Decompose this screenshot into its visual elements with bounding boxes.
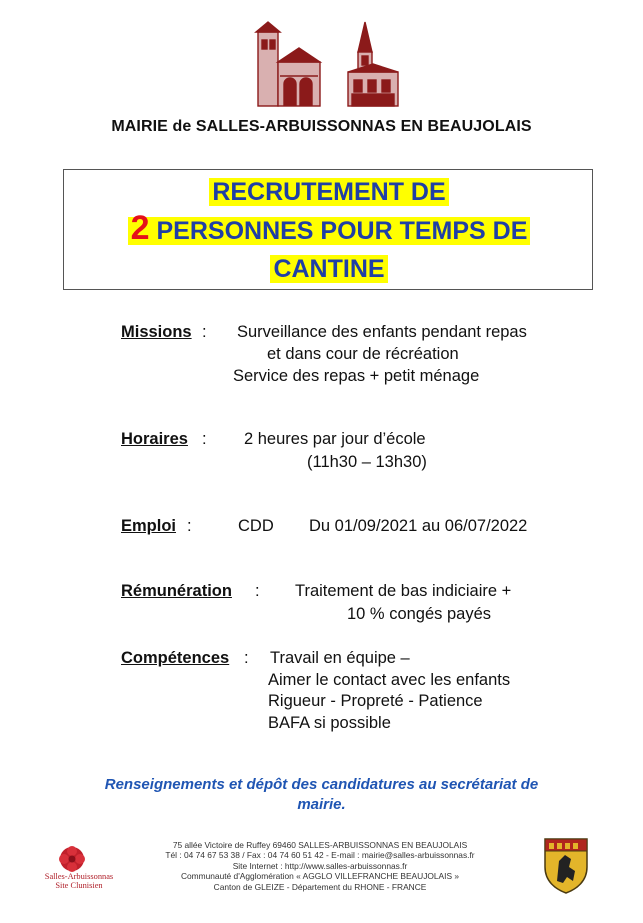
- missions-line-2: et dans cour de récréation: [267, 345, 459, 363]
- mairie-title: MAIRIE de SALLES-ARBUISSONNAS EN BEAUJOLAIS: [111, 118, 532, 135]
- competences-line-1: Travail en équipe –: [270, 649, 410, 667]
- remuneration-colon: :: [255, 582, 260, 600]
- footer-site: Site Internet : http://www.salles-arbuissonnas.fr: [232, 860, 408, 871]
- missions-line-3: Service des repas + petit ménage: [233, 367, 480, 385]
- competences-line-2: Aimer le contact avec les enfants: [268, 671, 511, 689]
- remuneration-label: Rémunération: [121, 582, 232, 600]
- missions-colon: :: [202, 323, 207, 341]
- info-line-2: mairie.: [297, 796, 346, 813]
- missions-line-1: Surveillance des enfants pendant repas: [237, 323, 527, 341]
- horaires-line-1: 2 heures par jour d’école: [244, 430, 426, 448]
- horaires-label: Horaires: [121, 430, 188, 448]
- remuneration-line-2: 10 % congés payés: [347, 605, 492, 623]
- church-buildings-icon: [244, 18, 414, 114]
- title-number: 2: [130, 209, 150, 247]
- recruitment-title-box: [63, 169, 593, 290]
- emploi-type: CDD: [238, 517, 274, 535]
- emploi-colon: :: [187, 517, 192, 535]
- competences-line-3: Rigueur - Propreté - Patience: [268, 692, 483, 710]
- title-line-2: [128, 209, 531, 247]
- coat-of-arms-icon: [543, 837, 589, 895]
- competences-colon: :: [244, 649, 249, 667]
- footer-canton: Canton de GLEIZE - Département du RHONE - FRANCE: [213, 881, 427, 892]
- emploi-label: Emploi: [121, 517, 177, 535]
- competences-line-4: BAFA si possible: [268, 714, 391, 732]
- remuneration-line-1: Traitement de bas indiciaire +: [295, 582, 512, 600]
- footer-communaute: Communauté d'Agglomération « AGGLO VILLEFRANCHE BEAUJOLAIS »: [180, 871, 460, 882]
- flower-caption-line-1: Salles-Arbuissonnas: [44, 872, 114, 881]
- title-line-3: CANTINE: [270, 255, 387, 283]
- footer-contact: Tél : 04 74 67 53 38 / Fax : 04 74 60 51 42 - E-mail : mairie@salles-arbuissonnas.fr: [165, 850, 475, 861]
- emploi-dates: Du 01/09/2021 au 06/07/2022: [309, 517, 528, 535]
- horaires-line-2: (11h30 – 13h30): [307, 453, 427, 471]
- horaires-colon: :: [202, 430, 207, 448]
- footer-address: 75 allée Victoire de Ruffey 69460 SALLES-ARBUISSONNAS EN BEAUJOLAIS: [172, 840, 468, 850]
- title-line-2-text: PERSONNES POUR TEMPS DE: [156, 217, 528, 245]
- competences-label: Compétences: [121, 649, 230, 667]
- info-line-1: Renseignements et dépôt des candidatures au secrétariat de: [104, 776, 539, 793]
- title-line-1: RECRUTEMENT DE: [209, 178, 448, 206]
- flower-logo-caption: [24, 872, 134, 890]
- footer-text: [120, 840, 520, 892]
- missions-label: Missions: [121, 323, 192, 341]
- flower-caption-line-2: Site Clunisien: [55, 881, 103, 890]
